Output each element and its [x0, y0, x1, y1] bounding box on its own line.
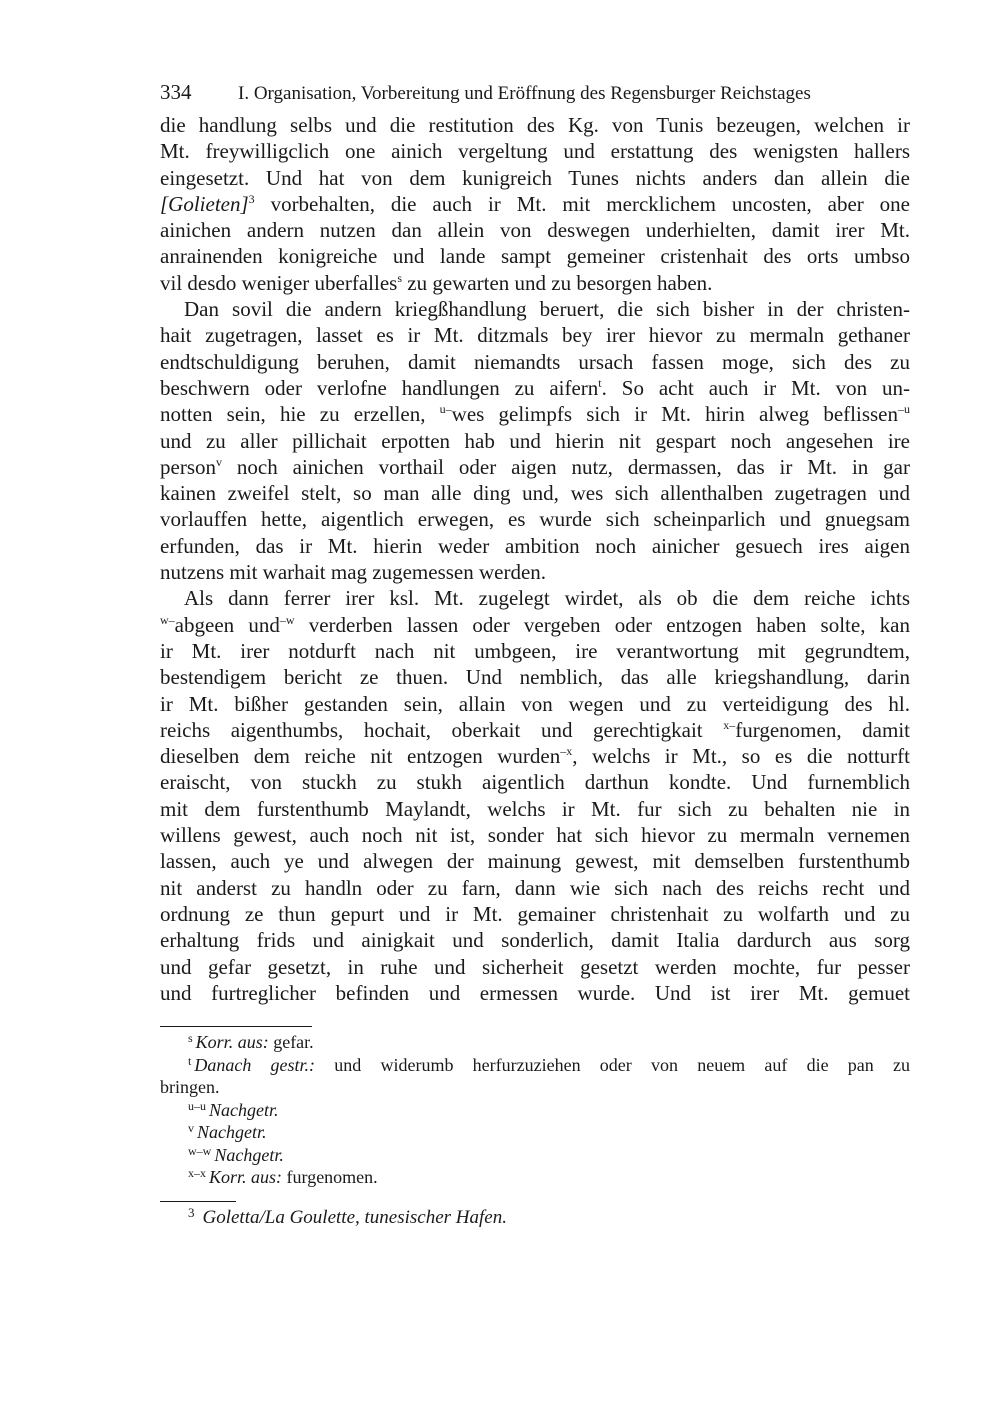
footnote-ref-u-close[interactable]: –u — [898, 402, 910, 417]
footnote-ref-x-close[interactable]: –x — [560, 744, 573, 759]
footnote-ref-w-close[interactable]: –w — [279, 612, 295, 627]
footnote-label: Nachgetr. — [214, 1144, 284, 1165]
text-line: eraischt, von stuckh zu stukh aigentlich darthun kondte. Und furnemblich — [160, 770, 910, 795]
footnote-text: Goletta/La Goulette, tunesischer Hafen. — [202, 1206, 507, 1228]
footnote-label: Korr. aus: — [209, 1167, 283, 1188]
text-line: und gefar gesetzt, in ruhe und sicherheit gesetzt werden mochte, fur pesser — [160, 954, 910, 979]
text-span: vorbehalten, die auch ir Mt. mit mercklichem uncosten, aber one — [254, 191, 910, 216]
footnote-label: Korr. aus: — [195, 1032, 269, 1053]
text-span: vil desdo weniger uberfalles — [160, 270, 398, 295]
footnote-ref-t[interactable]: t — [598, 375, 602, 390]
footnote-x — [160, 1166, 910, 1189]
text-line — [160, 270, 910, 296]
footnote-mark: 3 — [188, 1204, 195, 1220]
text-line — [160, 454, 910, 480]
editorial-emendation: [Golieten] — [160, 191, 249, 216]
footnote-ref-w-open[interactable]: w– — [160, 612, 175, 627]
text-line: Mt. freywilligclich one ainich vergeltung und erstattung des wenigsten hallers — [160, 139, 910, 164]
footnote-mark: t — [188, 1053, 192, 1068]
footnote-text: und widerumb herfurzuziehen oder von neuem auf die pan zu — [315, 1054, 910, 1075]
text-span: reichs aigenthumbs, hochait, oberkait und gerechtigkait — [160, 717, 724, 742]
text-line: endtschuldigung beruhen, damit niemandts ursach fassen moge, sich des zu — [160, 349, 910, 374]
footnote-text: furgenomen. — [282, 1167, 378, 1188]
text-line: ir Mt. irer notdurft nach nit umbgeen, ire verantwortung mit gegrundtem, — [160, 638, 910, 663]
text-span: beschwern oder verlofne handlungen zu aifern — [160, 375, 599, 400]
text-line: die handlung selbs und die restitution des Kg. von Tunis bezeugen, welchen ir — [160, 113, 910, 137]
text-span: . So acht auch ir Mt. von un- — [601, 375, 910, 400]
footnote-s — [160, 1031, 910, 1054]
footnote-w — [160, 1144, 910, 1167]
footnote-text: gefar. — [268, 1032, 314, 1053]
text-line: ir Mt. bißher gestanden sein, allain von wegen und zu verteidigung des hl. — [160, 691, 910, 716]
text-span: noch ainichen vorthail oder aigen nutz, dermassen, das ir Mt. in gar — [222, 454, 910, 479]
textual-apparatus — [160, 1031, 910, 1189]
text-line: ordnung ze thun gepurt und ir Mt. gemainer christenhait zu wolfarth und zu — [160, 901, 910, 926]
running-head-title: I. Organisation, Vorbereitung und Eröffnung des Regensburger Reichstages — [238, 83, 811, 104]
text-span: verderben lassen oder vergeben oder entzogen haben solte, kan — [294, 612, 910, 637]
footnote-divider-numbered — [160, 1201, 236, 1202]
text-span: wes gelimpfs sich ir Mt. hirin alweg beflissen — [451, 402, 898, 427]
text-line: erhaltung frids und ainigkait und sonderlich, damit Italia dardurch aus sorg — [160, 928, 910, 953]
footnote-t-continuation: bringen. — [160, 1077, 220, 1098]
paragraph-2 — [160, 296, 910, 585]
text-line: Dan sovil die andern kriegßhandlung beruert, die sich bisher in der christen- — [184, 297, 910, 322]
text-span: person — [160, 454, 216, 479]
text-line: vorlauffen hette, aigentlich erwegen, es wurde sich scheinparlich und gnuegsam — [160, 507, 910, 532]
footnote-label: Nachgetr. — [209, 1099, 279, 1120]
text-line — [160, 612, 910, 638]
text-span: dieselben dem reiche nit entzogen wurden — [160, 744, 561, 769]
text-line: lassen, auch ye und alwegen der mainung gewest, mit demselben furstenthumb — [160, 849, 910, 874]
footnote-3 — [160, 1206, 910, 1230]
footnote-ref-x-open[interactable]: x– — [723, 717, 736, 732]
text-line: willens gewest, auch noch nit ist, sonder hat sich hievor zu mermaln vernemen — [160, 823, 910, 848]
footnote-u — [160, 1099, 910, 1122]
footnote-ref-s[interactable]: s — [397, 270, 403, 285]
text-line — [160, 743, 910, 769]
page-number: 334 — [160, 80, 192, 104]
text-span: notten sein, hie zu erzellen, — [160, 402, 440, 427]
text-line: kainen zweifel stelt, so man alle ding und, wes sich allenthalben zugetragen und — [160, 481, 910, 506]
footnote-label: Nachgetr. — [197, 1122, 267, 1143]
text-line: ainichen andern nutzen dan allein von deswegen underhielten, damit irer Mt. — [160, 218, 910, 243]
text-line: erfunden, das ir Mt. hierin weder ambition noch ainicher gesuech ires aigen — [160, 533, 910, 558]
footnote-ref-v[interactable]: v — [216, 454, 222, 469]
text-span: furgenomen, damit — [735, 717, 910, 742]
footnote-mark: s — [188, 1031, 193, 1046]
text-line: Als dann ferrer irer ksl. Mt. zugelegt wirdet, als ob die dem reiche ichts — [184, 586, 910, 611]
text-line — [160, 717, 910, 743]
footnote-mark: w–w — [188, 1143, 212, 1158]
footnote-label: Danach gestr.: — [194, 1054, 316, 1075]
footnote-mark: x–x — [188, 1166, 206, 1181]
text-line: eingesetzt. Und hat von dem kunigreich Tunes nichts anders dan allein die — [160, 165, 910, 190]
document-page — [160, 78, 910, 1230]
running-head — [160, 78, 910, 108]
text-line — [160, 401, 910, 427]
text-line — [160, 375, 910, 401]
footnote-ref-u-open[interactable]: u– — [439, 402, 452, 417]
text-line: anrainenden konigreiche und lande sampt gemeiner cristenhait des orts umbso — [160, 244, 910, 269]
text-line: und furtreglicher befinden und ermessen wurde. Und ist irer Mt. gemuet — [160, 980, 910, 1005]
text-line: nit anderst zu handln oder zu farn, dann wie sich nach des reichs recht und — [160, 875, 910, 900]
footnote-mark: u–u — [188, 1098, 206, 1113]
text-line: mit dem furstenthumb Maylandt, welchs ir Mt. fur sich zu behalten nie in — [160, 796, 910, 821]
text-line: nutzens mit warhait mag zugemessen werden. — [160, 560, 547, 585]
text-span: zu gewarten und zu besorgen haben. — [402, 270, 713, 295]
text-span: abgeen und — [174, 612, 280, 637]
text-line: bestendigem bericht ze thuen. Und nemblich, das alle kriegshandlung, darin — [160, 665, 910, 690]
text-span: , welchs ir Mt., so es die notturft — [572, 744, 910, 769]
paragraph-3 — [160, 585, 910, 1006]
footnote-t — [160, 1054, 910, 1077]
text-line — [160, 191, 910, 217]
text-line: und zu aller pillichait erpotten hab und hierin nit gespart noch angesehen ire — [160, 428, 910, 453]
footnote-v — [160, 1121, 910, 1144]
footnote-ref-3[interactable]: 3 — [248, 191, 255, 206]
text-line: hait zugetragen, lasset es ir Mt. ditzmals bey irer hievor zu mermaln gethaner — [160, 323, 910, 348]
paragraph-1 — [160, 112, 910, 296]
footnote-divider — [160, 1026, 312, 1027]
body-text — [160, 112, 910, 1006]
footnote-mark: v — [188, 1121, 194, 1136]
